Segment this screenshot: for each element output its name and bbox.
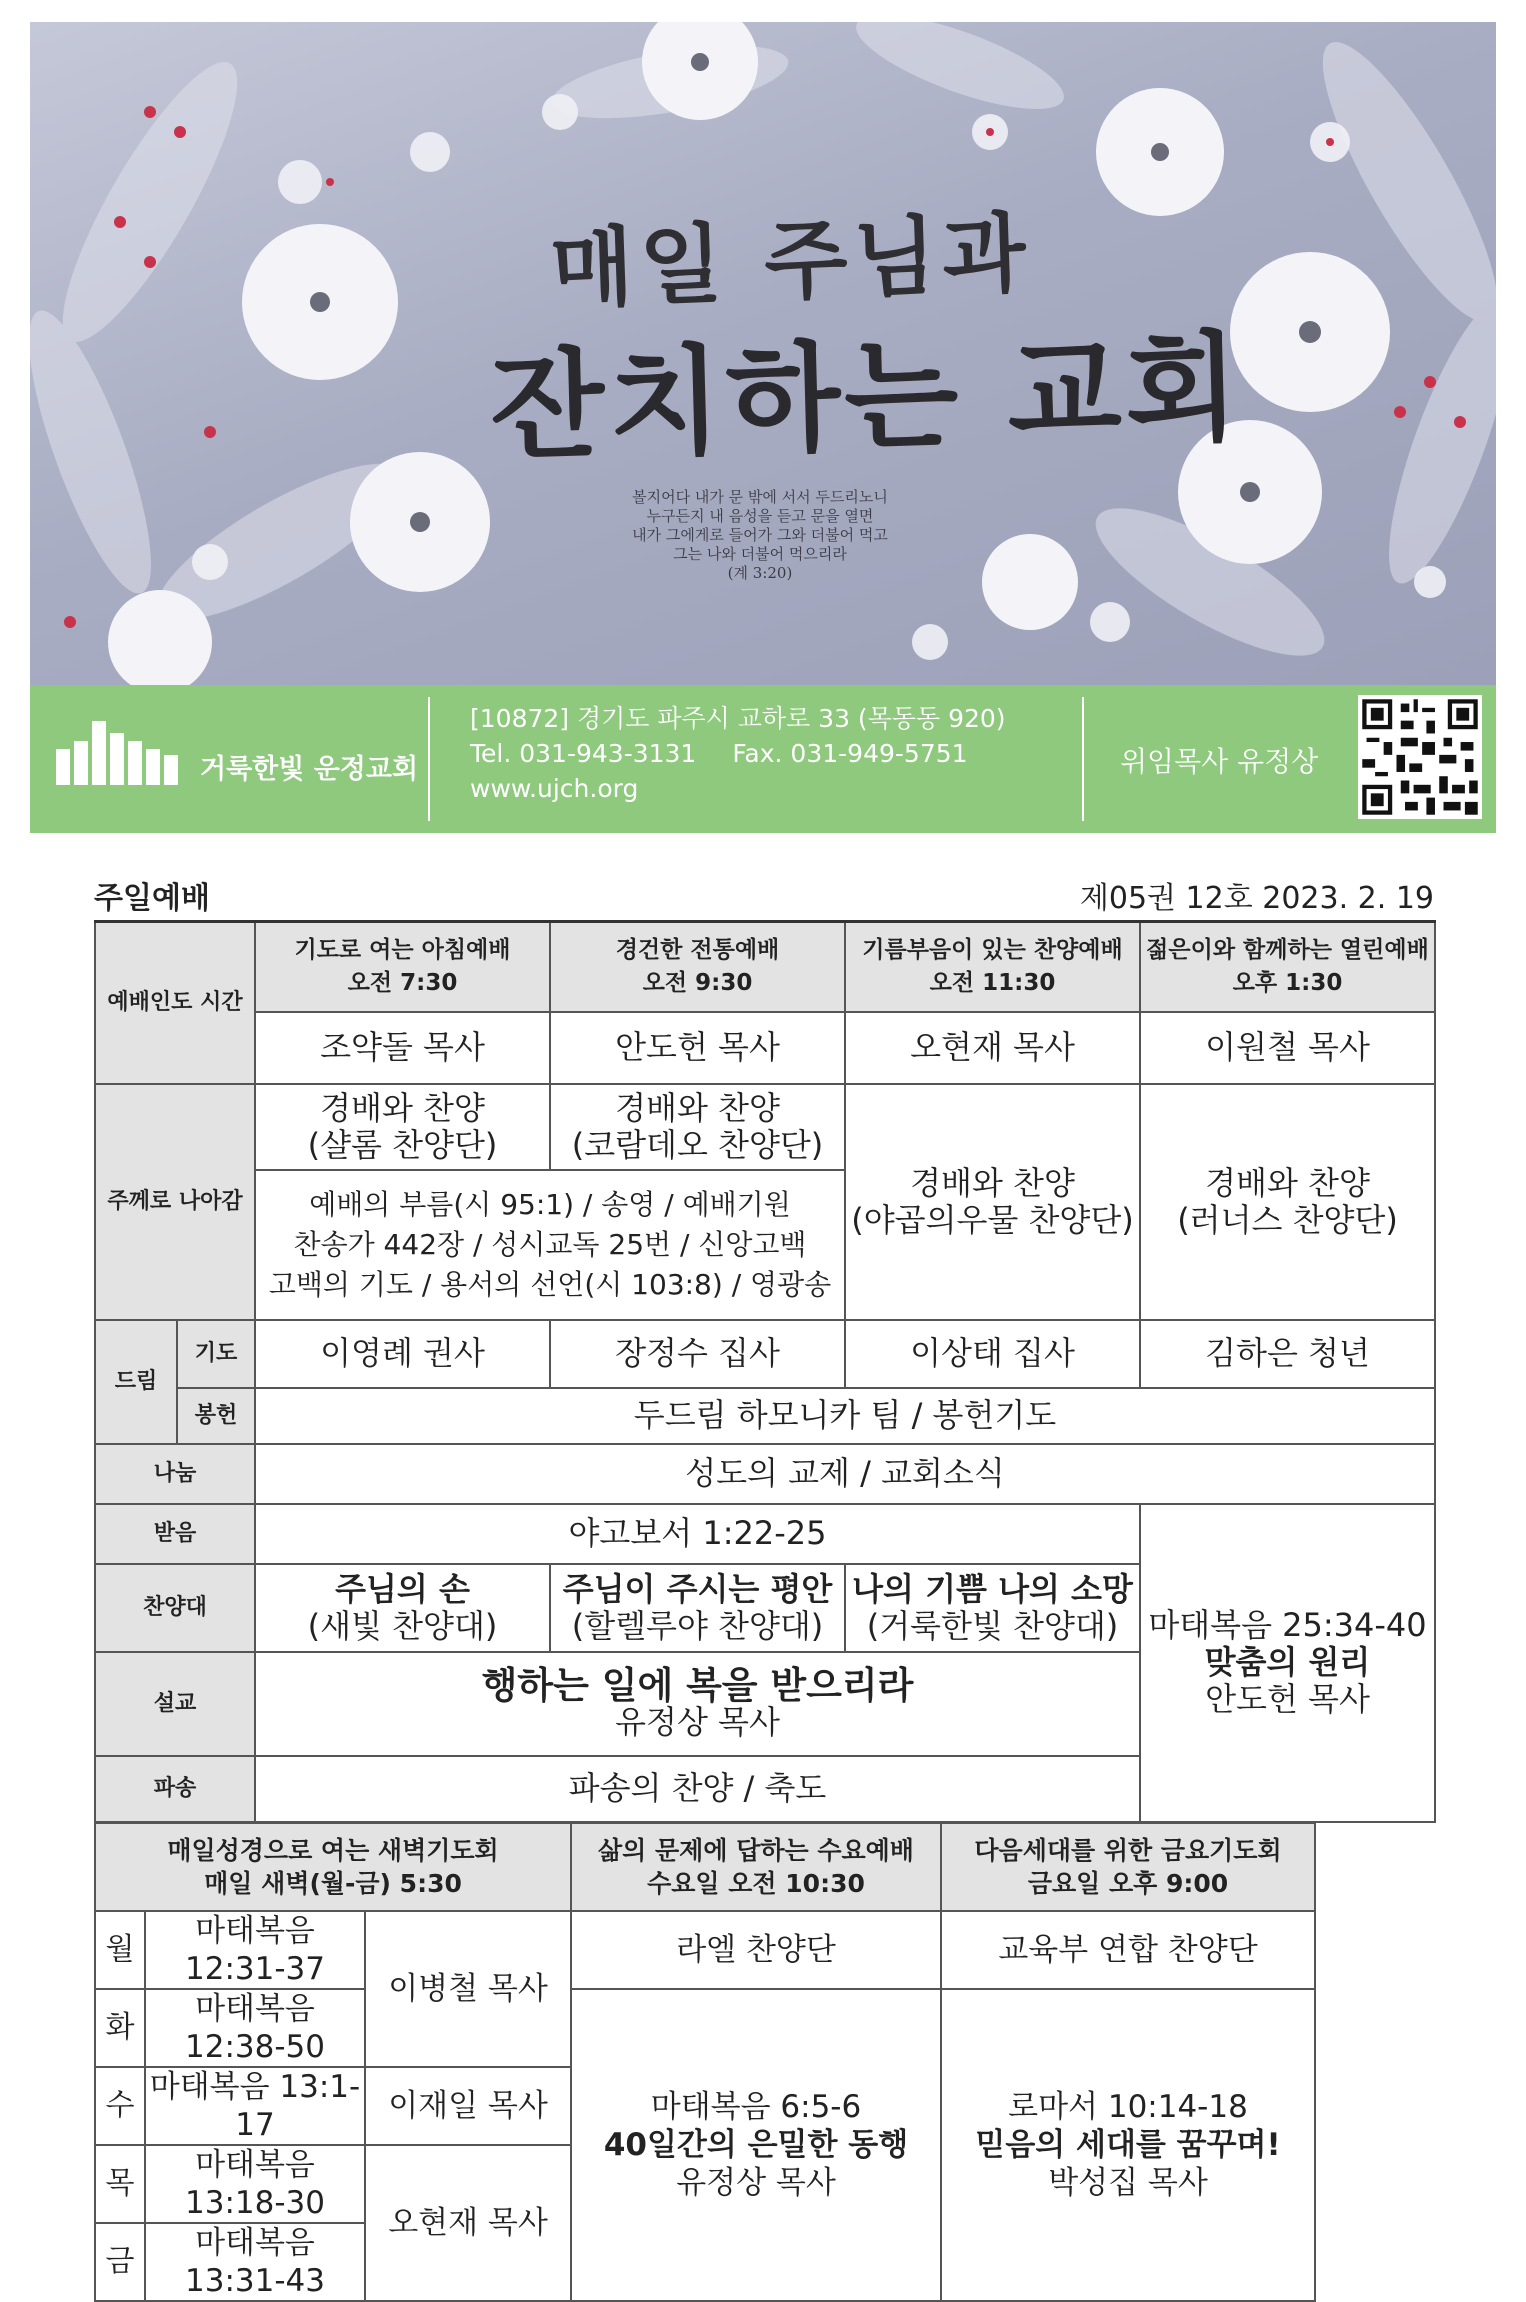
wednesday-praise: 라엘 찬양단 — [571, 1911, 941, 1989]
friday-sermon-title: 믿음의 세대를 꿈꾸며! — [975, 2127, 1281, 2163]
row-label-receiving: 받음 — [95, 1504, 255, 1564]
row-label-prayer: 기도 — [177, 1320, 255, 1388]
praise-cell — [255, 1084, 550, 1170]
dawn-preacher: 오현재 목사 — [365, 2145, 571, 2301]
service-name: 경건한 전통예배 — [615, 936, 780, 963]
day-scripture: 마태복음 13:1-17 — [145, 2067, 365, 2145]
row-label-theme: 주께로 나아감 — [95, 1084, 255, 1320]
divider — [1082, 697, 1084, 821]
praise-title: 경배와 찬양 — [320, 1088, 485, 1127]
banner-verse — [590, 488, 930, 583]
church-info-bar — [30, 685, 1496, 833]
scripture: 야고보서 1:22-25 — [255, 1504, 1140, 1564]
sending: 파송의 찬양 / 축도 — [255, 1756, 1140, 1822]
prayer-leader: 이영례 권사 — [255, 1320, 550, 1388]
row-label-choir: 찬양대 — [95, 1564, 255, 1652]
choir-song: 주님의 손 — [335, 1569, 470, 1608]
choir-cell — [255, 1564, 550, 1652]
dawn-time: 매일 새벽(월-금) 5:30 — [204, 1869, 462, 1898]
banner — [30, 22, 1496, 685]
praise-team: (러너스 찬양단) — [1177, 1200, 1398, 1239]
service-header — [255, 922, 550, 1012]
praise-cell — [550, 1084, 845, 1170]
prayer-leader: 김하은 청년 — [1140, 1320, 1435, 1388]
service-name: 기도로 여는 아침예배 — [294, 936, 511, 963]
contact-info — [470, 701, 1006, 806]
verse-line: 볼지어다 내가 문 밖에 서서 두드리노니 — [632, 488, 888, 506]
row-label-sharing: 나눔 — [95, 1444, 255, 1504]
friday-scripture: 로마서 10:14-18 — [1008, 2089, 1248, 2125]
dawn-header — [95, 1823, 571, 1911]
choir-cell — [845, 1564, 1140, 1652]
day-scripture: 마태복음 12:31-37 — [145, 1911, 365, 1989]
verse-line: 내가 그에게로 들어가 그와 더불어 먹고 — [632, 526, 888, 544]
youth-sermon — [1140, 1504, 1435, 1822]
day-scripture: 마태복음 12:38-50 — [145, 1989, 365, 2067]
praise-cell — [845, 1084, 1140, 1320]
youth-preacher: 안도헌 목사 — [1205, 1680, 1370, 1718]
worship-order — [255, 1170, 845, 1320]
praise-title: 경배와 찬양 — [1205, 1163, 1370, 1202]
service-leader: 이원철 목사 — [1140, 1012, 1435, 1084]
day-label: 화 — [95, 1989, 145, 2067]
choir-song: 주님이 주시는 평안 — [562, 1569, 833, 1608]
sharing: 성도의 교제 / 교회소식 — [255, 1444, 1435, 1504]
day-label: 월 — [95, 1911, 145, 1989]
wednesday-time: 수요일 오전 10:30 — [647, 1869, 865, 1898]
phone-fax — [470, 736, 1006, 771]
day-label: 수 — [95, 2067, 145, 2145]
qr-code-icon[interactable] — [1358, 695, 1482, 819]
service-leader: 안도헌 목사 — [550, 1012, 845, 1084]
choir-name: (할렐루야 찬양대) — [571, 1606, 824, 1645]
banner-title-line1: 매일 주님과 — [548, 202, 1034, 321]
wednesday-sermon — [571, 1989, 941, 2301]
order-line: 고백의 기도 / 용서의 선언(시 103:8) / 영광송 — [268, 1267, 832, 1301]
youth-scripture: 마태복음 25:34-40 — [1148, 1606, 1427, 1644]
weekday-service-table — [94, 1822, 1316, 2302]
sermon-preacher: 유정상 목사 — [615, 1702, 780, 1741]
section-title: 주일예배 — [94, 881, 210, 916]
youth-sermon-title: 맞춤의 원리 — [1204, 1643, 1371, 1681]
service-time: 오전 7:30 — [347, 969, 458, 996]
senior-pastor: 위임목사 유정상 — [1120, 745, 1319, 778]
friday-preacher: 박성집 목사 — [1048, 2165, 1208, 2201]
verse-line: 누구든지 내 음성을 듣고 문을 열면 — [646, 507, 874, 525]
wednesday-scripture: 마태복음 6:5-6 — [650, 2089, 862, 2125]
dawn-title: 매일성경으로 여는 새벽기도회 — [167, 1836, 499, 1865]
choir-cell — [550, 1564, 845, 1652]
service-name: 기름부음이 있는 찬양예배 — [862, 936, 1123, 963]
friday-praise: 교육부 연합 찬양단 — [941, 1911, 1315, 1989]
order-line: 예배의 부름(시 95:1) / 송영 / 예배기원 — [309, 1187, 791, 1221]
verse-reference: (계 3:20) — [727, 564, 793, 582]
prayer-leader: 이상태 집사 — [845, 1320, 1140, 1388]
address: [10872] 경기도 파주시 교하로 33 (목동동 920) — [470, 704, 1006, 733]
friday-title: 다음세대를 위한 금요기도회 — [974, 1836, 1282, 1865]
wednesday-header — [571, 1823, 941, 1911]
day-label: 목 — [95, 2145, 145, 2223]
church-name: 거룩한빛 운정교회 — [200, 754, 419, 785]
friday-sermon — [941, 1989, 1315, 2301]
friday-time: 금요일 오후 9:00 — [1027, 1869, 1229, 1898]
website-link[interactable]: www.ujch.org — [470, 774, 639, 803]
service-time: 오전 11:30 — [929, 969, 1056, 996]
choir-song: 나의 기쁨 나의 소망 — [852, 1569, 1133, 1608]
day-scripture: 마태복음 13:18-30 — [145, 2145, 365, 2223]
sunday-service-table — [94, 920, 1436, 1823]
divider — [428, 697, 430, 821]
service-time: 오후 1:30 — [1232, 969, 1343, 996]
dawn-preacher: 이재일 목사 — [365, 2067, 571, 2145]
service-name: 젊은이와 함께하는 열린예배 — [1146, 936, 1429, 963]
sermon-title: 행하는 일에 복을 받으리라 — [481, 1663, 914, 1707]
service-header — [1140, 922, 1435, 1012]
praise-team: (코람데오 찬양단) — [571, 1125, 824, 1164]
verse-line: 그는 나와 더불어 먹으리라 — [673, 545, 847, 563]
order-line: 찬송가 442장 / 성시교독 25번 / 신앙고백 — [293, 1227, 807, 1261]
row-label-offering: 드림 — [95, 1320, 177, 1444]
praise-cell — [1140, 1084, 1435, 1320]
praise-title: 경배와 찬양 — [615, 1088, 780, 1127]
praise-team: (샬롬 찬양단) — [307, 1125, 498, 1164]
prayer-leader: 장정수 집사 — [550, 1320, 845, 1388]
praise-team: (야곱의우물 찬양단) — [851, 1200, 1134, 1239]
choir-name: (거룩한빛 찬양대) — [866, 1606, 1119, 1645]
service-header — [550, 922, 845, 1012]
dawn-preacher: 이병철 목사 — [365, 1911, 571, 2067]
friday-header — [941, 1823, 1315, 1911]
day-scripture: 마태복음 13:31-43 — [145, 2223, 365, 2301]
banner-title-line2: 잔치하는 교회 — [488, 317, 1245, 476]
row-label-sending: 파송 — [95, 1756, 255, 1822]
service-leader: 오현재 목사 — [845, 1012, 1140, 1084]
row-label-guide: 예배인도 시간 — [95, 922, 255, 1084]
service-leader: 조약돌 목사 — [255, 1012, 550, 1084]
dedication: 두드림 하모니카 팀 / 봉헌기도 — [255, 1388, 1435, 1444]
service-time: 오전 9:30 — [642, 969, 753, 996]
fax: Fax. 031-949-5751 — [732, 739, 968, 768]
row-label-dedication: 봉헌 — [177, 1388, 255, 1444]
wednesday-preacher: 유정상 목사 — [676, 2165, 836, 2201]
choir-name: (새빛 찬양대) — [307, 1606, 498, 1645]
wednesday-title: 삶의 문제에 답하는 수요예배 — [598, 1836, 914, 1865]
issue-date: 제05권 12호 2023. 2. 19 — [1079, 881, 1434, 916]
wednesday-sermon-title: 40일간의 은밀한 동행 — [603, 2127, 909, 2163]
row-label-sermon: 설교 — [95, 1652, 255, 1756]
sermon — [255, 1652, 1140, 1756]
phone: Tel. 031-943-3131 — [470, 739, 697, 768]
day-label: 금 — [95, 2223, 145, 2301]
service-header — [845, 922, 1140, 1012]
praise-title: 경배와 찬양 — [910, 1163, 1075, 1202]
